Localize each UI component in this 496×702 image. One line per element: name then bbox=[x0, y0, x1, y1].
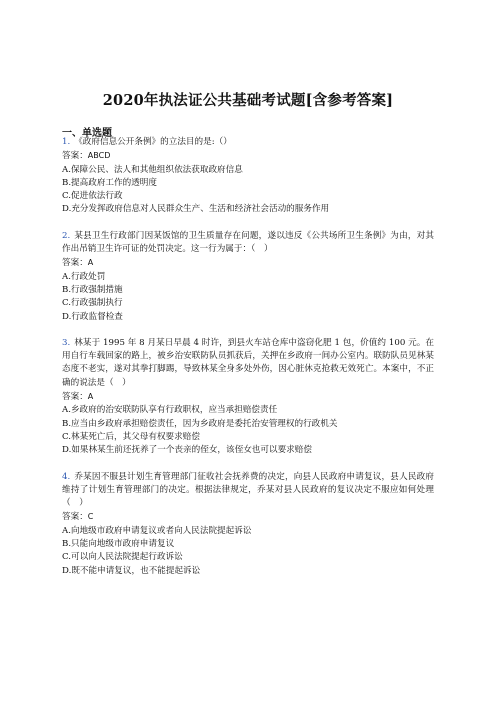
answer-label: 答案： bbox=[62, 258, 88, 269]
answer-value: A bbox=[87, 392, 94, 402]
answer-value: ABCD bbox=[87, 151, 111, 161]
answer-line bbox=[62, 390, 434, 404]
answer-value: C bbox=[87, 512, 94, 522]
option-b: B.行政强制措施 bbox=[62, 284, 123, 295]
answer-value: A bbox=[87, 258, 94, 268]
question-item bbox=[62, 471, 434, 578]
question-text: 乔某因不服县计划生育管理部门征收社会抚养费的决定，向县人民政府申请复议，县人民政府维持了计划生育管理部门的决定。根据法律规定，乔某对县人民政府的复议决定不服应如何处理（ ） bbox=[62, 471, 434, 509]
answer-label: 答案： bbox=[62, 151, 88, 162]
option-a: A.向地级市政府申请复议或者向人民法院提起诉讼 bbox=[62, 525, 252, 536]
section-heading: 一、单选题 bbox=[62, 128, 112, 139]
question-text: 《政府信息公开条例》的立法目的是:（） bbox=[74, 137, 232, 147]
answer-label: 答案： bbox=[62, 512, 88, 523]
question-stem bbox=[62, 136, 434, 149]
answer-line bbox=[62, 149, 434, 163]
option-a: A.乡政府的治安联防队享有行政职权，应当承担赔偿责任 bbox=[62, 405, 278, 416]
option-d: D.既不能申请复议，也不能提起诉讼 bbox=[62, 565, 201, 576]
option-b: B.只能向地级市政府申请复议 bbox=[62, 539, 175, 550]
option-d: D.如果林某生前还抚养了一个丧亲的侄女，该侄女也可以要求赔偿 bbox=[62, 445, 312, 456]
option-c: C.促进依法行政 bbox=[62, 191, 123, 202]
option-b: B.提高政府工作的透明度 bbox=[62, 177, 157, 188]
question-number: 1. bbox=[62, 137, 71, 147]
option-a: A.行政处罚 bbox=[62, 271, 106, 282]
option-d: D.行政监督检查 bbox=[62, 311, 123, 322]
question-stem bbox=[62, 230, 434, 257]
answer-line bbox=[62, 510, 434, 524]
option-c: C.行政强制执行 bbox=[62, 298, 123, 309]
option-a: A.保障公民、法人和其他组织依法获取政府信息 bbox=[62, 164, 243, 175]
question-text: 某县卫生行政部门因某饭馆的卫生质量存在问题，遂以违反《公共场所卫生条例》为由，对其作出吊销卫生许可证的处罚决定。这一行为属于：（ ） bbox=[62, 230, 434, 255]
answer-line bbox=[62, 256, 434, 270]
option-d: D.充分发挥政府信息对人民群众生产、生活和经济社会活动的服务作用 bbox=[62, 204, 330, 215]
answer-label: 答案： bbox=[62, 392, 88, 403]
question-text: 林某于 1995 年 8 月某日早晨 4 时许，到县火车站仓库中盗窃化肥 1 包，价值约 100 元。在用自行车载回家的路上，被乡治安联防队员抓获后，关押在乡政府一间办公室内。联防队员见林某态度不老实，遂对其拳打脚踢，导致林某全身多处外伤，因心脏休克抢救无效死亡。本案中，不正确的说法是（ ） bbox=[62, 337, 434, 388]
option-b: B.应当由乡政府承担赔偿责任，因为乡政府是委托治安管理权的行政机关 bbox=[62, 418, 338, 429]
question-item bbox=[62, 230, 434, 324]
question-stem bbox=[62, 471, 434, 511]
question-item bbox=[62, 337, 434, 458]
option-c: C.可以向人民法院提起行政诉讼 bbox=[62, 552, 183, 563]
question-number: 2. bbox=[62, 230, 71, 241]
option-c: C.林某死亡后，其父母有权要求赔偿 bbox=[62, 431, 200, 442]
question-number: 4. bbox=[62, 471, 71, 482]
document-title: 2020年执法证公共基础考试题[含参考答案] bbox=[102, 92, 394, 109]
question-list bbox=[62, 136, 434, 591]
question-number: 3. bbox=[62, 337, 71, 348]
question-item bbox=[62, 136, 434, 217]
question-stem bbox=[62, 337, 434, 390]
